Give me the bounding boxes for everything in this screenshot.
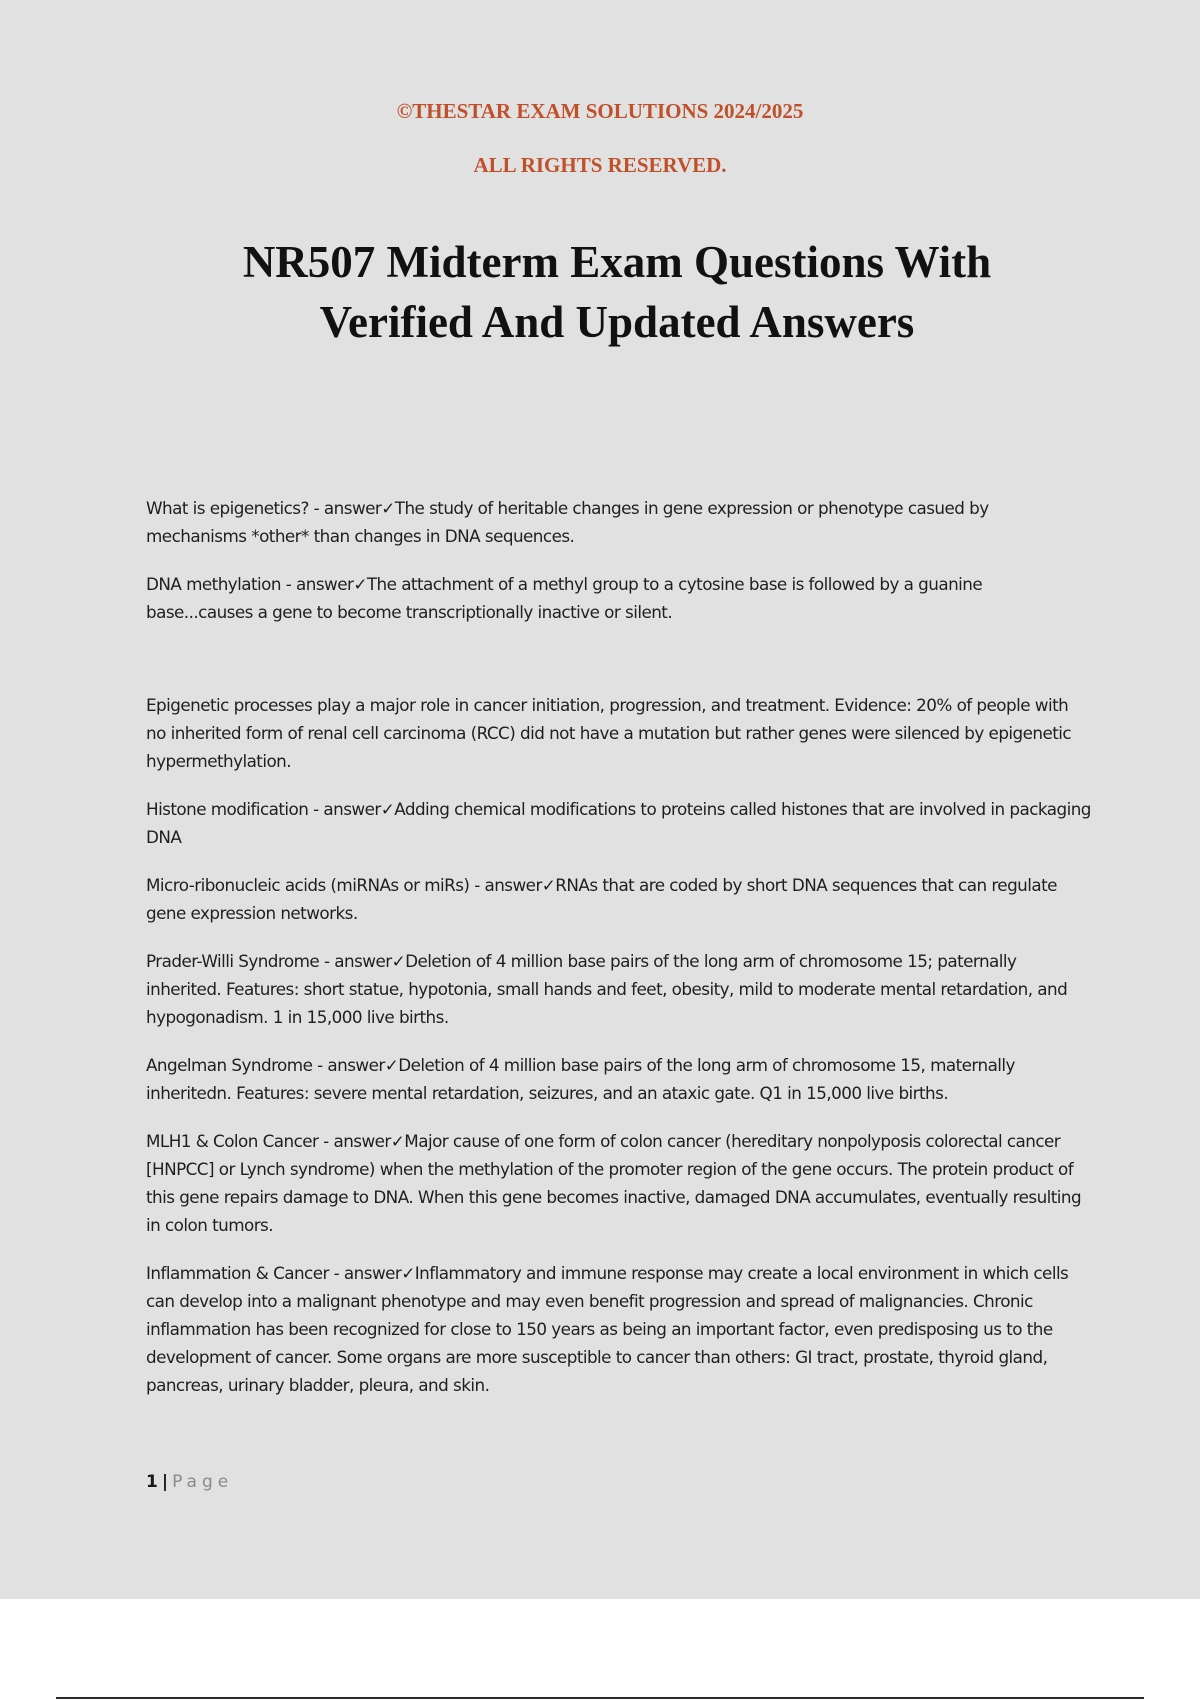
qa-entry-epigenetics: What is epigenetics? - answer✓The study of heritable changes in gene expression or phenotype casued by mechanisms *other* than changes in DNA sequences. <box>146 498 989 546</box>
rights-notice: ALL RIGHTS RESERVED. <box>473 153 727 177</box>
qa-entry-dna-methylation: DNA methylation - answer✓The attachment of a methyl group to a cytosine base is followed by a guanine base...causes a gene to become transcriptionally inactive or silent. <box>146 574 983 622</box>
qa-entry-angelman: Angelman Syndrome - answer✓Deletion of 4 million base pairs of the long arm of chromosome 15, maternally inheritedn. Features: severe mental retardation, seizures, and an ataxic gate. Q1 in 15,000 live births. <box>146 1055 1015 1103</box>
document-title <box>0 232 1200 352</box>
qa-entry-histone-modification: Histone modification - answer✓Adding chemical modifications to proteins called histones that are involved in packaging DNA <box>146 799 1091 847</box>
page-label: Page <box>172 1472 234 1492</box>
title-line-1: NR507 Midterm Exam Questions With <box>242 237 992 287</box>
qa-entry-mirnas: Micro-ribonucleic acids (miRNAs or miRs) - answer✓RNAs that are coded by short DNA sequences that can regulate gene expression networks. <box>146 875 1057 923</box>
page-number: 1 <box>146 1472 158 1492</box>
qa-entry-prader-willi: Prader-Willi Syndrome - answer✓Deletion of 4 million base pairs of the long arm of chromosome 15; paternally inherited. Features: short statue, hypotonia, small hands and feet, obesity, mild to moderate mental retardation, and hypogonadism. 1 in 15,000 live births. <box>146 951 1068 1027</box>
copyright-notice: ©THESTAR EXAM SOLUTIONS 2024/2025 <box>396 99 804 123</box>
footer-separator: | <box>161 1472 169 1492</box>
qa-entry-inflammation: Inflammation & Cancer - answer✓Inflammatory and immune response may create a local environment in which cells can develop into a malignant phenotype and may even benefit progression and spread of malignancies. Chronic inflammation has been recognized for close to 150 years as being an important factor, even predisposing us to the development of cancer. Some organs are more susceptible to cancer than others: GI tract, prostate, thyroid gland, pancreas, urinary bladder, pleura, and skin. <box>146 1263 1069 1395</box>
bottom-divider <box>56 1697 1144 1699</box>
qa-entry-epigenetic-processes: Epigenetic processes play a major role in cancer initiation, progression, and treatment. Evidence: 20% of people with no inherited form of renal cell carcinoma (RCC) did not have a mutation but rather genes were silenced by epigenetic hypermethylation. <box>146 695 1072 771</box>
qa-entry-mlh1: MLH1 & Colon Cancer - answer✓Major cause of one form of colon cancer (hereditary nonpolyposis colorectal cancer [HNPCC] or Lynch syndrome) when the methylation of the promoter region of the gene occurs. The protein product of this gene repairs damage to DNA. When this gene becomes inactive, damaged DNA accumulates, eventually resulting in colon tumors. <box>146 1131 1082 1235</box>
page-footer <box>146 1472 233 1492</box>
qa-list <box>146 494 1091 1399</box>
title-line-2: Verified And Updated Answers <box>319 297 915 347</box>
